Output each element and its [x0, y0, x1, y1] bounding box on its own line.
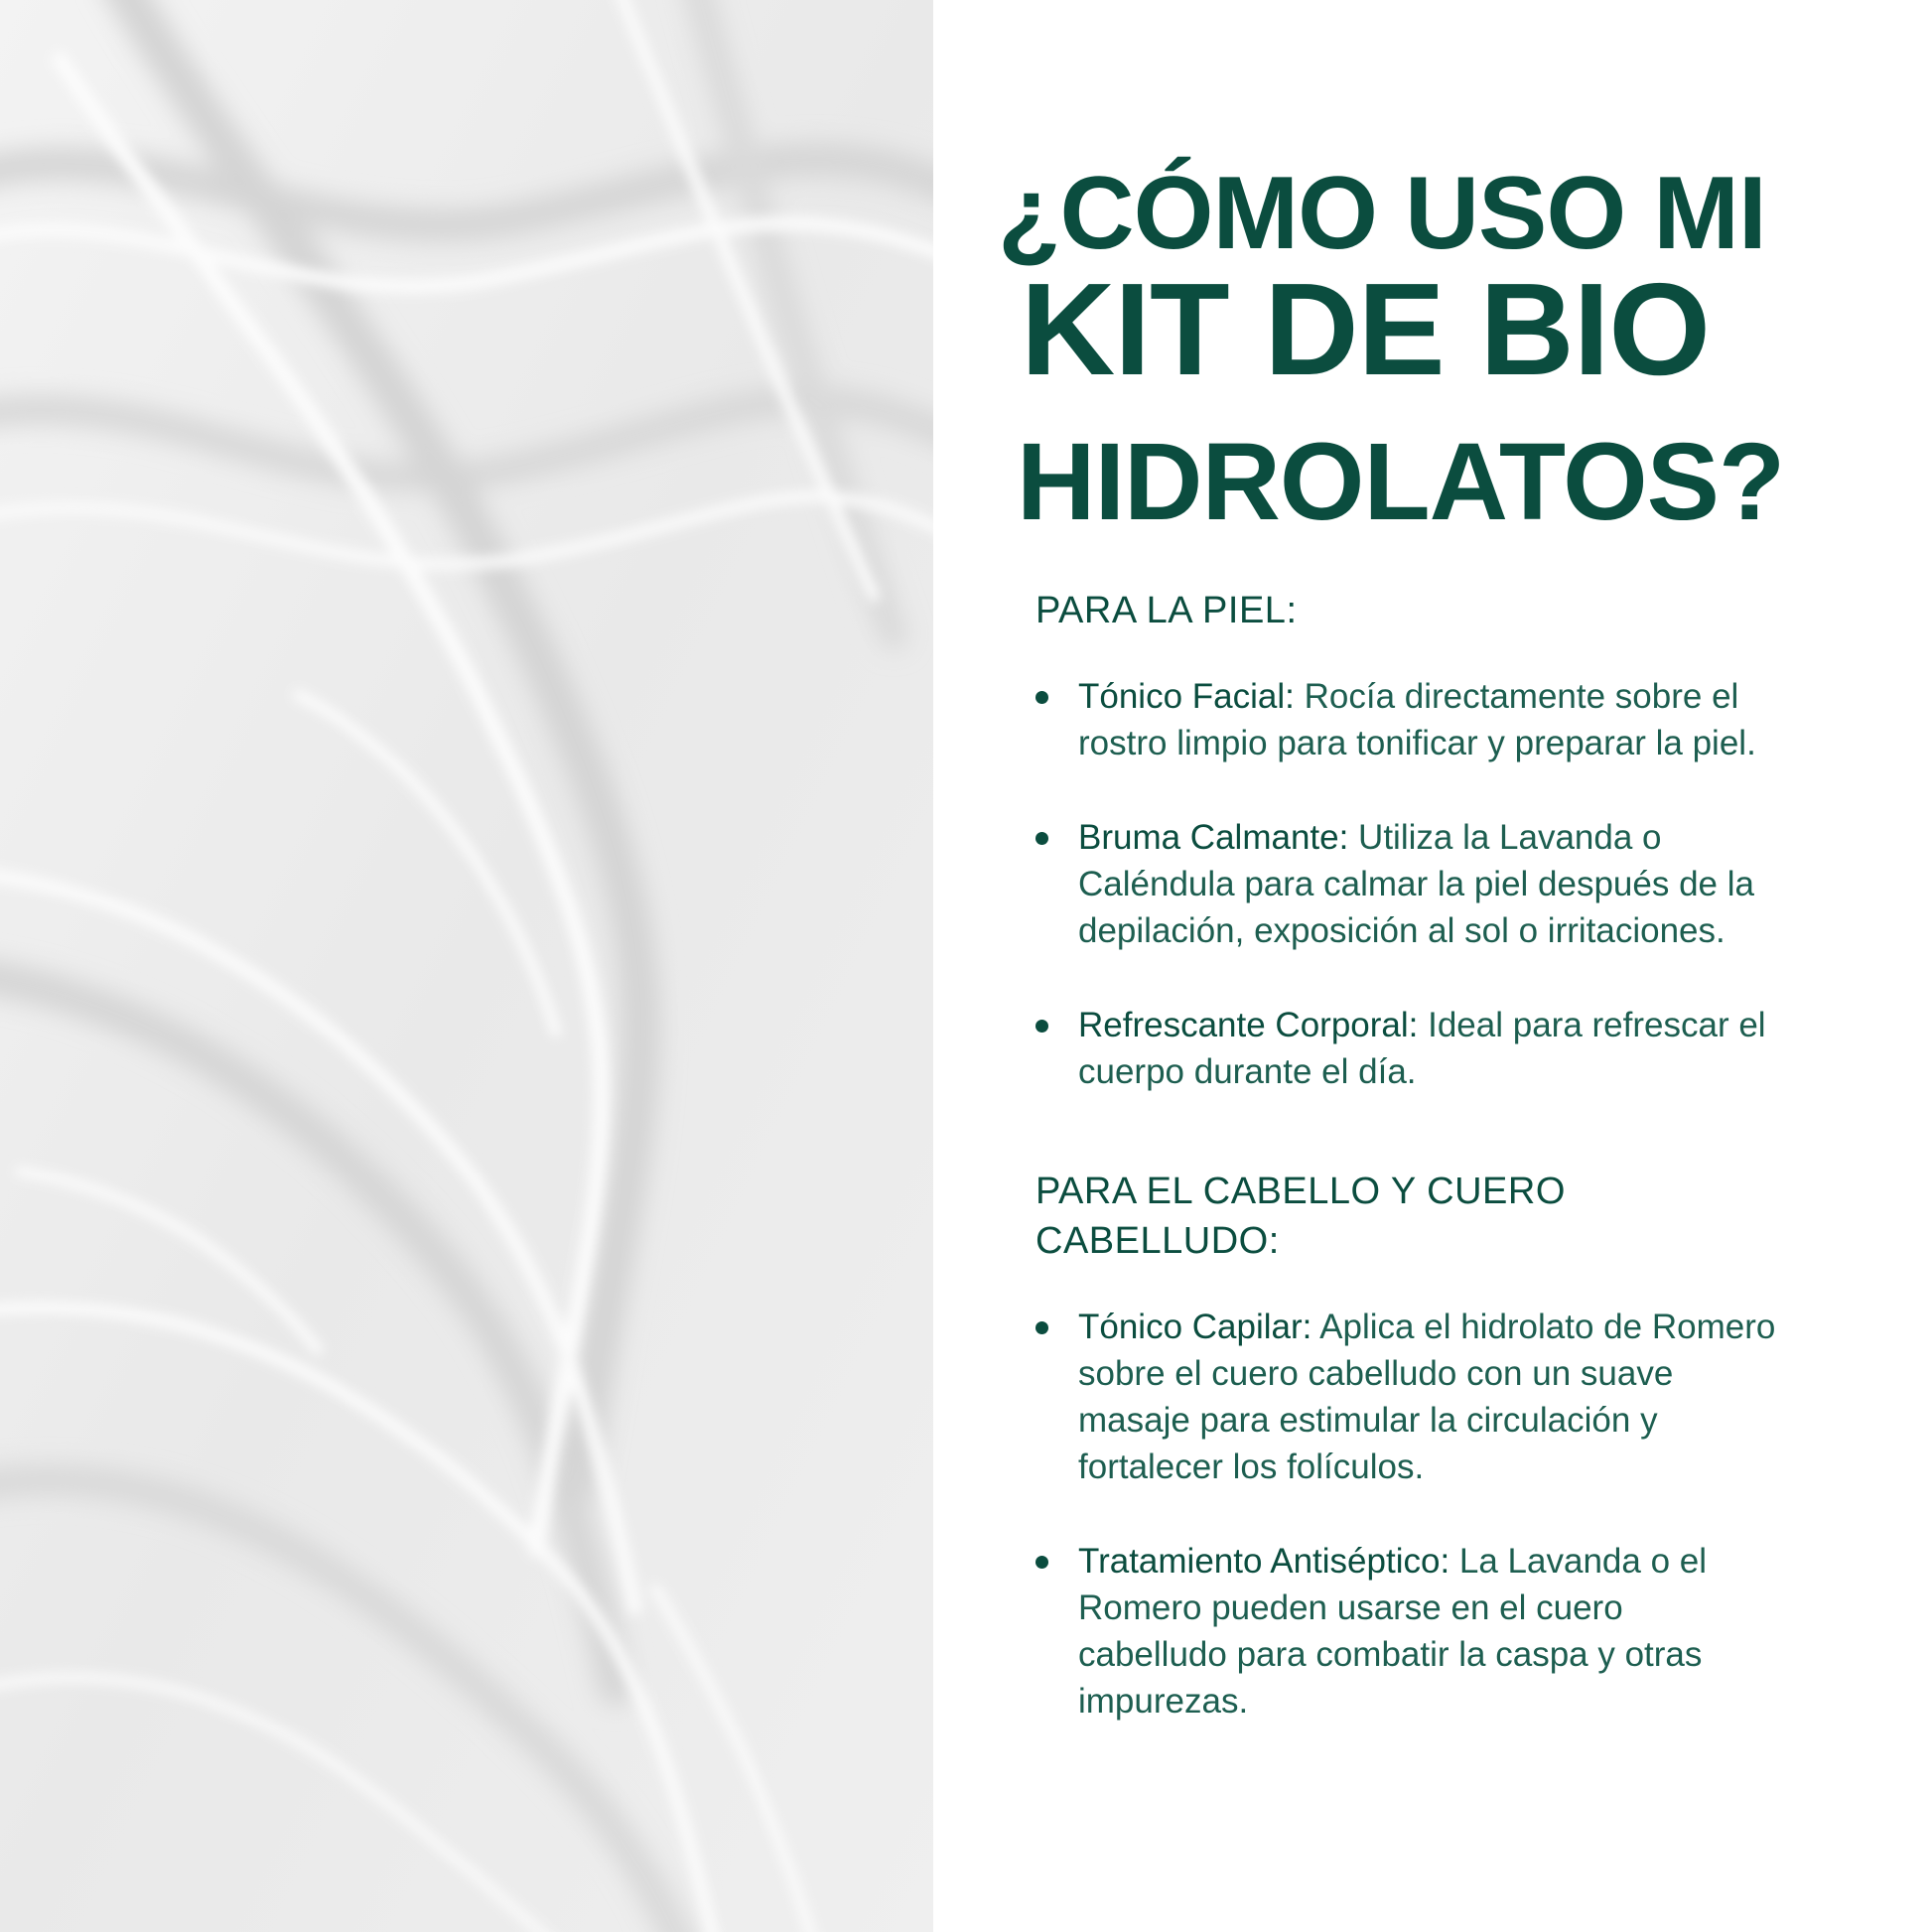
title-line-1: ¿CÓMO USO MI	[998, 156, 1766, 271]
item-text: Rocía directamente sobre el rostro limpio para tonificar y preparar la piel.	[1078, 677, 1756, 762]
hair-list	[1035, 1304, 1830, 1725]
skin-list	[1035, 673, 1830, 1095]
water-ripple-image	[0, 0, 933, 1932]
section-hair	[1035, 1167, 1830, 1725]
section-skin	[1035, 586, 1830, 1095]
usage-content	[1035, 586, 1830, 1725]
list-item	[1035, 1538, 1778, 1725]
item-term: Refrescante Corporal:	[1078, 1006, 1419, 1044]
item-term: Tratamiento Antiséptico:	[1078, 1542, 1450, 1581]
title-line-2: KIT DE BIO	[1021, 256, 1711, 402]
list-item	[1035, 673, 1778, 766]
info-panel	[933, 0, 1932, 1932]
title-line-3: HIDROLATOS?	[1017, 421, 1785, 543]
item-text: Aplica el hidrolato de Romero sobre el cuero cabelludo con un suave masaje para estimular la circulación y fortalecer los folículos.	[1078, 1308, 1776, 1486]
item-text: Utiliza la Lavanda o Caléndula para calmar la piel después de la depilación, exposición al sol o irritaciones.	[1078, 818, 1754, 950]
item-term: Bruma Calmante:	[1078, 818, 1349, 857]
list-item	[1035, 1304, 1778, 1490]
list-item	[1035, 814, 1778, 954]
item-text: La Lavanda o el Romero pueden usarse en el cuero cabelludo para combatir la caspa y otras impurezas.	[1078, 1542, 1707, 1721]
water-ripple-texture	[0, 0, 933, 1932]
item-term: Tónico Capilar:	[1078, 1308, 1312, 1346]
section-heading-skin: PARA LA PIEL:	[1035, 590, 1298, 631]
item-term: Tónico Facial:	[1078, 677, 1295, 716]
item-text: Ideal para refrescar el cuerpo durante el día.	[1078, 1006, 1766, 1091]
section-heading-hair: PARA EL CABELLO Y CUERO CABELLUDO:	[1035, 1171, 1566, 1262]
list-item	[1035, 1002, 1778, 1095]
